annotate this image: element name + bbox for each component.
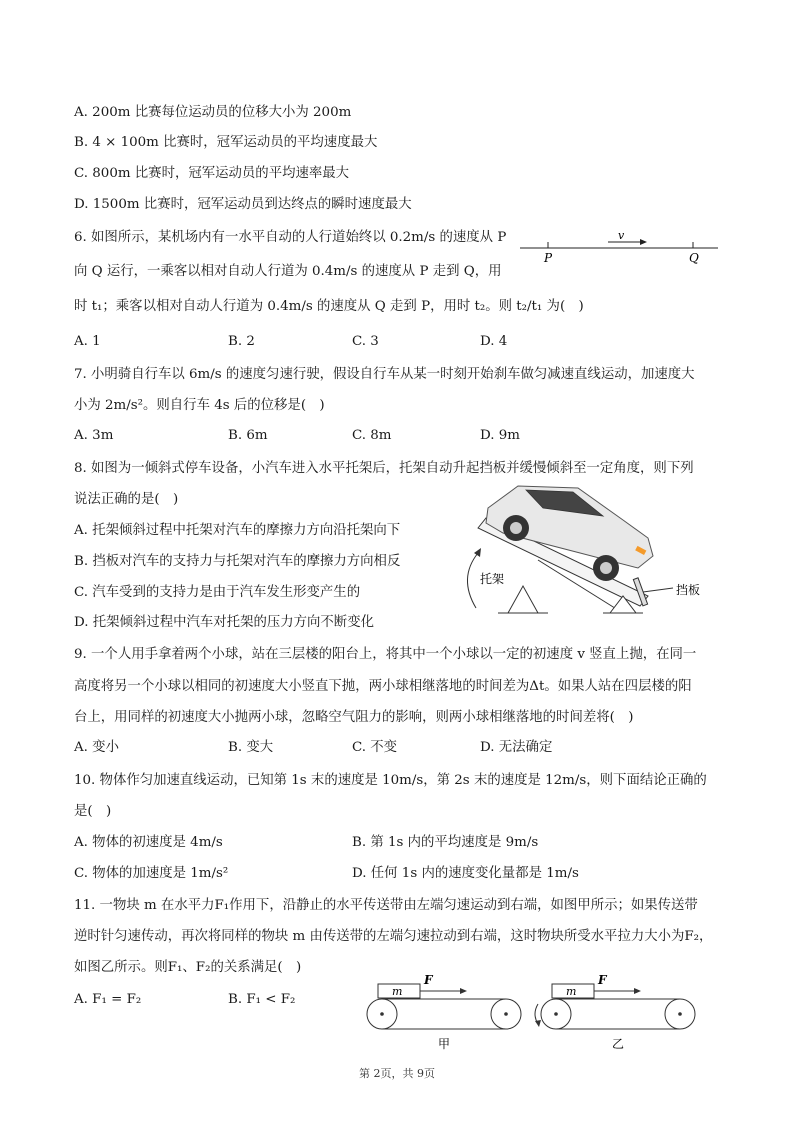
q6-option-b: B. 2: [228, 334, 255, 349]
q8-parking-diagram: [448, 478, 728, 628]
q8-line2: 说法正确的是( ): [74, 492, 179, 507]
q8-option-d: D. 托架倾斜过程中汽车对托架的压力方向不断变化: [74, 615, 374, 630]
q9-line2: 高度将另一个小球以相同的初速度大小竖直下抛，两小球相继落地的时间差为Δt。如果人站在四层楼的阳: [74, 679, 692, 694]
q6-option-d: D. 4: [480, 334, 508, 349]
q9-line1: 9. 一个人用手拿着两个小球，站在三层楼的阳台上，将其中一个小球以一定的初速度 v 竖直上抛，在同一: [74, 647, 697, 662]
q9-line3: 台上，用同样的初速度大小抛两小球，忽略空气阻力的影响，则两小球相继落地的时间差将( ): [74, 710, 634, 725]
q11-option-a: A. F₁ = F₂: [74, 992, 142, 1007]
q6-walkway-diagram: [510, 228, 730, 268]
label-jia: 甲: [438, 1037, 451, 1051]
q7-option-d: D. 9m: [480, 428, 520, 443]
option-a-200m: A. 200m 比赛每位运动员的位移大小为 200m: [74, 105, 352, 120]
q9-option-c: C. 不变: [352, 740, 398, 755]
q11-line3: 如图乙所示。则F₁、F₂的关系满足( ): [74, 960, 302, 975]
q6-line2: 向 Q 运行，一乘客以相对自动人行道为 0.4m/s 的速度从 P 走到 Q，用: [74, 264, 502, 279]
label-yi: 乙: [612, 1037, 625, 1051]
velocity-label: v: [618, 229, 625, 242]
q10-line2: 是( ): [74, 804, 112, 819]
q10-option-c: C. 物体的加速度是 1m/s²: [74, 866, 229, 881]
option-d-1500m: D. 1500m 比赛时，冠军运动员到达终点的瞬时速度最大: [74, 197, 412, 212]
q9-option-b: B. 变大: [228, 740, 274, 755]
q9-option-a: A. 变小: [74, 740, 119, 755]
q6-line1: 6. 如图所示，某机场内有一水平自动的人行道始终以 0.2m/s 的速度从 P: [74, 230, 507, 245]
q11-line2: 逆时针匀速传动，再次将同样的物块 m 由传送带的左端匀速拉动到右端，这时物块所受水平拉力大小为F₂，: [74, 929, 713, 944]
q7-option-b: B. 6m: [228, 428, 268, 443]
q8-option-c: C. 汽车受到的支持力是由于汽车发生形变产生的: [74, 585, 361, 600]
q10-option-d: D. 任何 1s 内的速度变化量都是 1m/s: [352, 866, 579, 881]
block-m-label: m: [392, 985, 403, 998]
q10-option-b: B. 第 1s 内的平均速度是 9m/s: [352, 835, 539, 850]
q8-option-a: A. 托架倾斜过程中托架对汽车的摩擦力方向沿托架向下: [74, 523, 401, 538]
q8-option-b: B. 挡板对汽车的支持力与托架对汽车的摩擦力方向相反: [74, 554, 401, 569]
conveyor-yi: [535, 973, 695, 1051]
q6-line3: 时 t₁；乘客以相对自动人行道为 0.4m/s 的速度从 Q 走到 P，用时 t₂。则 t₂/t₁ 为( ): [74, 299, 584, 314]
q11-option-b: B. F₁ < F₂: [228, 992, 296, 1007]
force-f-label: F: [424, 973, 433, 987]
bracket-label: 托架: [480, 572, 505, 586]
conveyor-jia: [367, 973, 521, 1051]
q6-option-a: A. 1: [74, 334, 101, 349]
q7-option-a: A. 3m: [74, 428, 114, 443]
option-c-800m: C. 800m 比赛时，冠军运动员的平均速率最大: [74, 166, 350, 181]
baffle-label: 挡板: [676, 583, 701, 597]
q6-option-c: C. 3: [352, 334, 379, 349]
block-m-label-2: m: [566, 985, 577, 998]
q7-line1: 7. 小明骑自行车以 6m/s 的速度匀速行驶，假设自行车从某一时刻开始刹车做匀减速直线运动，加速度大: [74, 367, 695, 382]
page-footer: 第 2页，共 9页: [359, 1067, 435, 1080]
q11-line1: 11. 一物块 m 在水平力F₁作用下，沿静止的水平传送带由左端匀速运动到右端，如图甲所示；如果传送带: [74, 898, 698, 913]
q9-option-d: D. 无法确定: [480, 740, 553, 755]
force-f-label-2: F: [598, 973, 607, 987]
point-q-label: Q: [689, 251, 699, 265]
q11-conveyor-diagram: [360, 964, 700, 1054]
q7-line2: 小为 2m/s²。则自行车 4s 后的位移是( ): [74, 398, 325, 413]
q10-line1: 10. 物体作匀加速直线运动，已知第 1s 末的速度是 10m/s，第 2s 末的速度是 12m/s，则下面结论正确的: [74, 773, 707, 788]
point-p-label: P: [544, 251, 553, 265]
q7-option-c: C. 8m: [352, 428, 392, 443]
option-b-4x100m: B. 4 × 100m 比赛时，冠军运动员的平均速度最大: [74, 135, 378, 150]
q10-option-a: A. 物体的初速度是 4m/s: [74, 835, 223, 850]
q8-line1: 8. 如图为一倾斜式停车设备，小汽车进入水平托架后，托架自动升起挡板并缓慢倾斜至一定角度，则下列: [74, 461, 694, 476]
